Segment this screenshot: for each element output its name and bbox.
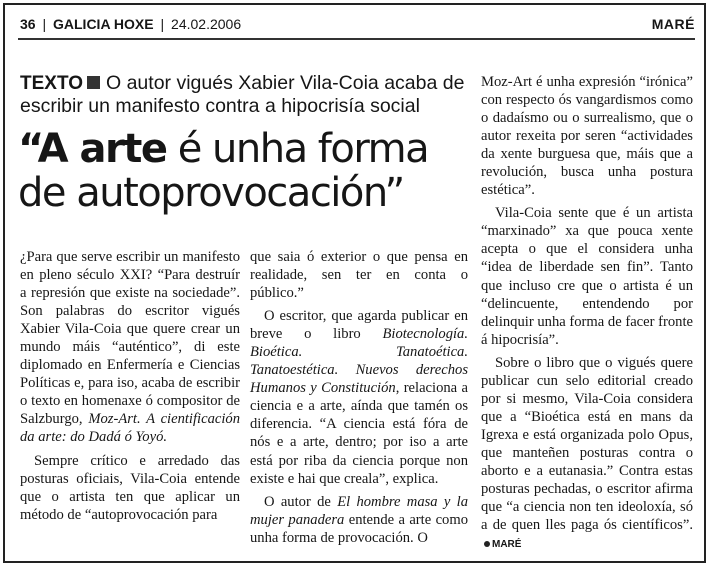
column-2 [250,248,468,552]
header-left [20,16,241,32]
paragraph [481,354,693,555]
author-signature: MARÉ [492,539,522,551]
paragraph-text: ¿Para que serve escribir un manifesto en pleno século XXI? “Para destruír a represión que existe na sociedade”. Son palabras do escritor vigués Xabier Vila-Coia que quere crear un mundo máis “auténtico”, di este diplomado en Enfermería e Ciencias Políticas e, para iso, acaba de escribir o texto en homenaxe ó compositor de Salzburgo, [20,249,240,428]
paragraph-text: entende a arte como unha forma de provocación. O [250,511,468,546]
paragraph [20,248,240,447]
paragraph-text: Sobre o libro que o vigués quere publicar cun selo editorial creado por si mesmo, Vila-Coia considera que a “Bioética está en mans da Igrexa e está organizada polo Opus, que manteñen posturas contra o aborto e a eutanasia.” Contra estas posturas pechadas, o escritor afirma que “a ciencia non ten ideoloxía, só a de quen lles paga ós científicos”. [481,354,693,534]
publication-name: GALICIA HOXE [53,16,154,32]
paragraph: Vila-Coia sente que é un artista “marxinado” xa que pouca xente acepta o que el considera unha “idea de liberdade sen fin”. Tanto que incluso cre que o artista é un “delincuente, entendendo por delinquir unha forma de facer fronte á hipocrisía”. [481,205,693,348]
book-title: El hombre masa y la mujer panadera [250,493,469,528]
paragraph [250,307,468,487]
page-header [20,16,695,40]
paragraph: Moz-Art é unha expresión “irónica” con respecto ós vangardismos como o dadaísmo ou o surrealismo, que o autor rexeita por seren “actividades da xente burguesa que, máis que a revolución, busca unha postura estética”. [481,74,693,199]
headline-bold: “A arte [18,126,167,172]
kicker [20,72,468,118]
paragraph-text: O escritor, que agarda publicar en breve o libro [250,308,468,343]
publication-date: 24.02.2006 [171,16,242,32]
section-name: MARÉ [651,16,695,32]
header-rule [18,38,695,40]
kicker-label: TEXTO [20,73,83,94]
paragraph-text: O autor de [264,493,338,510]
headline [18,127,468,215]
headline-rest: é unha forma de autoprovocación” [18,126,429,216]
paragraph-text: , relaciona a ciencia e a arte, aínda que tamén os diferencia. “A ciencia está fóra de nós e a arte, dentro; por iso a arte está por riba da ciencia porque non existe e hai que creala”, explica. [250,380,468,487]
square-bullet-icon [87,76,100,89]
column-1 [20,248,240,529]
header-separator: | [160,16,165,32]
column-3 [481,73,693,559]
paragraph: Sempre crítico e arredado das posturas oficiais, Vila-Coia entende que o artista ten que aplicar un método de “autoprovocación para [20,452,240,523]
book-title: Biotecnología. Bioética. Tanatoética. Tanatoestética. Nuevos derechos Humanos y Constitución [250,326,468,397]
header-separator: | [42,16,47,32]
page-number: 36 [20,16,36,32]
kicker-text: O autor vigués Xabier Vila-Coia acaba de escribir un manifesto contra a hipocrisía social [20,72,465,117]
book-title: Moz-Art. A cientificación da arte: do Dadá ó Yoyó. [20,411,240,446]
bullet-icon [484,541,490,547]
paragraph [250,493,468,547]
paragraph: que saia ó exterior o que pensa en realidade, sen ter en conta o público.” [250,249,468,302]
